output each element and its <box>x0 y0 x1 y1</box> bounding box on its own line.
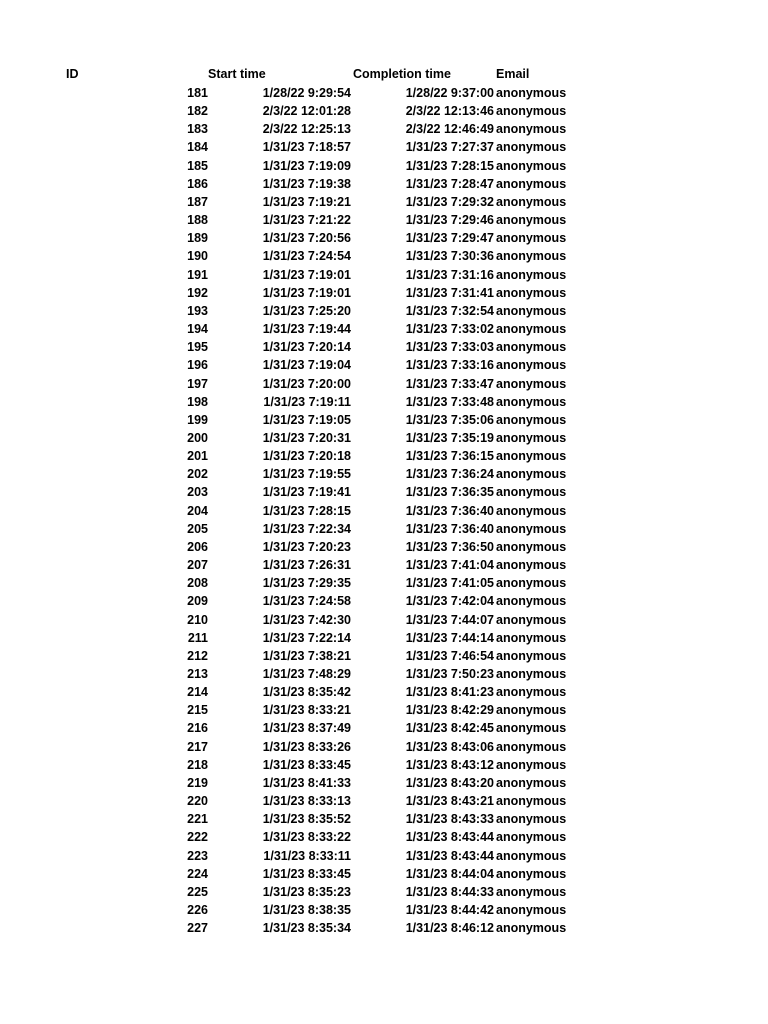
cell-id: 184 <box>187 140 208 155</box>
cell-completion-time: 1/31/23 7:33:03 <box>405 340 494 355</box>
cell-id: 186 <box>187 176 208 191</box>
cell-email: anonymous <box>496 521 567 536</box>
cell-id: 213 <box>187 667 208 681</box>
cell-email: anonymous <box>496 648 567 663</box>
cell-id: 215 <box>187 703 208 718</box>
cell-email: anonymous <box>496 412 567 427</box>
cell-completion-time: 1/31/23 7:44:14 <box>405 630 494 645</box>
table-row <box>0 356 768 374</box>
cell-start-time: 1/31/23 7:42:30 <box>262 612 351 627</box>
cell-id: 200 <box>187 430 208 445</box>
cell-start-time: 1/31/23 7:19:04 <box>262 358 351 373</box>
table-row <box>0 792 768 810</box>
cell-start-time: 1/31/23 7:20:56 <box>262 231 351 246</box>
cell-email: anonymous <box>496 685 567 700</box>
cell-id: 201 <box>187 449 208 464</box>
cell-id: 223 <box>187 848 208 863</box>
header-start-time: Start time <box>208 67 266 81</box>
cell-email: anonymous <box>496 231 567 246</box>
cell-completion-time: 1/31/23 7:41:05 <box>405 576 494 591</box>
cell-completion-time: 1/31/23 7:36:15 <box>405 449 494 464</box>
cell-email: anonymous <box>496 594 567 609</box>
cell-completion-time: 1/31/23 7:50:23 <box>405 667 494 681</box>
cell-email: anonymous <box>496 848 567 863</box>
cell-email: anonymous <box>496 667 567 681</box>
cell-completion-time: 1/31/23 8:41:23 <box>405 685 494 700</box>
table-row <box>0 393 768 411</box>
cell-completion-time: 1/31/23 7:32:54 <box>405 303 494 318</box>
cell-completion-time: 1/31/23 7:33:02 <box>405 322 494 337</box>
cell-id: 207 <box>187 558 208 573</box>
table-row <box>0 284 768 302</box>
cell-start-time: 1/31/23 7:38:21 <box>262 648 351 663</box>
cell-start-time: 1/31/23 7:19:01 <box>262 267 351 282</box>
cell-email: anonymous <box>496 140 567 155</box>
cell-email: anonymous <box>496 358 567 373</box>
table-row <box>0 538 768 556</box>
cell-id: 214 <box>187 685 208 700</box>
cell-completion-time: 1/31/23 7:27:37 <box>405 140 494 155</box>
cell-id: 187 <box>187 194 208 209</box>
cell-email: anonymous <box>496 921 567 936</box>
cell-id: 227 <box>187 921 208 936</box>
cell-email: anonymous <box>496 340 567 355</box>
cell-completion-time: 1/31/23 8:43:44 <box>405 848 494 863</box>
cell-id: 220 <box>187 794 208 809</box>
cell-email: anonymous <box>496 775 567 790</box>
cell-start-time: 1/31/23 8:33:45 <box>262 866 351 881</box>
cell-id: 183 <box>187 122 208 137</box>
cell-id: 197 <box>187 376 208 391</box>
cell-completion-time: 1/31/23 8:43:44 <box>405 830 494 845</box>
cell-email: anonymous <box>496 267 567 282</box>
cell-id: 190 <box>187 249 208 264</box>
cell-completion-time: 1/31/23 7:36:35 <box>405 485 494 500</box>
cell-start-time: 1/31/23 7:19:21 <box>262 194 351 209</box>
table-row <box>0 411 768 429</box>
cell-id: 192 <box>187 285 208 300</box>
cell-id: 211 <box>187 630 208 645</box>
cell-id: 189 <box>187 231 208 246</box>
table-row <box>0 266 768 284</box>
cell-start-time: 1/31/23 7:22:14 <box>262 630 351 645</box>
cell-id: 221 <box>187 812 208 827</box>
cell-email: anonymous <box>496 703 567 718</box>
table-row <box>0 320 768 338</box>
cell-email: anonymous <box>496 576 567 591</box>
table-row <box>0 447 768 465</box>
table-body <box>0 84 768 937</box>
cell-id: 219 <box>187 775 208 790</box>
table-row <box>0 120 768 138</box>
cell-start-time: 1/31/23 7:19:09 <box>262 158 351 173</box>
cell-email: anonymous <box>496 884 567 899</box>
cell-start-time: 1/31/23 8:35:23 <box>262 884 351 899</box>
cell-id: 182 <box>187 104 208 119</box>
cell-email: anonymous <box>496 122 567 137</box>
cell-start-time: 1/31/23 7:19:55 <box>262 467 351 482</box>
table-row <box>0 592 768 610</box>
cell-completion-time: 1/31/23 8:43:33 <box>405 812 494 827</box>
cell-email: anonymous <box>496 721 567 736</box>
cell-email: anonymous <box>496 376 567 391</box>
cell-completion-time: 1/31/23 7:42:04 <box>405 594 494 609</box>
cell-completion-time: 1/31/23 7:35:06 <box>405 412 494 427</box>
cell-email: anonymous <box>496 285 567 300</box>
table-row <box>0 375 768 393</box>
table-row <box>0 629 768 647</box>
cell-email: anonymous <box>496 467 567 482</box>
cell-email: anonymous <box>496 158 567 173</box>
cell-completion-time: 1/31/23 8:43:20 <box>405 775 494 790</box>
cell-id: 222 <box>187 830 208 845</box>
cell-start-time: 1/31/23 7:48:29 <box>262 667 351 681</box>
cell-start-time: 1/31/23 8:35:34 <box>262 921 351 936</box>
table-row <box>0 429 768 447</box>
cell-completion-time: 1/31/23 8:43:06 <box>405 739 494 754</box>
cell-start-time: 1/31/23 7:29:35 <box>262 576 351 591</box>
cell-id: 208 <box>187 576 208 591</box>
cell-id: 204 <box>187 503 208 518</box>
cell-email: anonymous <box>496 866 567 881</box>
table-row <box>0 574 768 592</box>
cell-start-time: 1/31/23 7:19:44 <box>262 322 351 337</box>
cell-completion-time: 1/31/23 7:44:07 <box>405 612 494 627</box>
table-row <box>0 828 768 846</box>
cell-completion-time: 1/31/23 7:33:16 <box>405 358 494 373</box>
cell-start-time: 1/31/23 8:33:13 <box>262 794 351 809</box>
cell-start-time: 1/31/23 7:24:54 <box>262 249 351 264</box>
cell-email: anonymous <box>496 104 567 119</box>
table-row <box>0 901 768 919</box>
cell-id: 185 <box>187 158 208 173</box>
cell-email: anonymous <box>496 249 567 264</box>
cell-completion-time: 1/31/23 8:44:04 <box>405 866 494 881</box>
cell-id: 203 <box>187 485 208 500</box>
cell-id: 225 <box>187 884 208 899</box>
table-row <box>0 810 768 828</box>
cell-id: 194 <box>187 322 208 337</box>
cell-email: anonymous <box>496 449 567 464</box>
cell-start-time: 1/31/23 7:19:41 <box>262 485 351 500</box>
cell-email: anonymous <box>496 394 567 409</box>
table-row <box>0 102 768 120</box>
cell-id: 209 <box>187 594 208 609</box>
cell-completion-time: 1/31/23 7:41:04 <box>405 558 494 573</box>
cell-completion-time: 1/31/23 8:42:45 <box>405 721 494 736</box>
cell-start-time: 1/31/23 7:19:11 <box>263 394 351 409</box>
table-row <box>0 665 768 683</box>
table-row <box>0 847 768 865</box>
cell-start-time: 1/31/23 7:20:31 <box>262 430 351 445</box>
cell-start-time: 1/31/23 7:22:34 <box>262 521 351 536</box>
cell-start-time: 1/31/23 7:25:20 <box>262 303 351 318</box>
table-row <box>0 502 768 520</box>
cell-completion-time: 1/31/23 7:36:50 <box>405 539 494 554</box>
cell-completion-time: 1/31/23 8:46:12 <box>405 921 494 936</box>
cell-email: anonymous <box>496 539 567 554</box>
cell-id: 188 <box>187 213 208 228</box>
cell-start-time: 1/31/23 7:19:01 <box>262 285 351 300</box>
cell-completion-time: 1/31/23 8:43:21 <box>405 794 494 809</box>
cell-start-time: 1/31/23 8:35:52 <box>262 812 351 827</box>
table-row <box>0 647 768 665</box>
cell-id: 212 <box>187 648 208 663</box>
table-row <box>0 756 768 774</box>
header-id: ID <box>66 67 79 81</box>
cell-completion-time: 1/31/23 7:31:16 <box>405 267 494 282</box>
cell-completion-time: 1/31/23 8:42:29 <box>405 703 494 718</box>
cell-start-time: 1/31/23 7:28:15 <box>262 503 351 518</box>
cell-id: 205 <box>187 521 208 536</box>
cell-start-time: 1/31/23 8:33:22 <box>262 830 351 845</box>
table-row <box>0 919 768 937</box>
cell-email: anonymous <box>496 485 567 500</box>
cell-completion-time: 1/31/23 7:28:15 <box>405 158 494 173</box>
cell-start-time: 2/3/22 12:25:13 <box>262 122 351 137</box>
cell-completion-time: 1/31/23 7:29:47 <box>405 231 494 246</box>
table-row <box>0 193 768 211</box>
cell-id: 181 <box>187 86 208 100</box>
cell-completion-time: 1/31/23 8:44:33 <box>405 884 494 899</box>
table-row <box>0 465 768 483</box>
cell-id: 195 <box>187 340 208 355</box>
cell-email: anonymous <box>496 86 567 100</box>
table-row <box>0 611 768 629</box>
cell-id: 202 <box>187 467 208 482</box>
table-row <box>0 865 768 883</box>
cell-completion-time: 1/31/23 7:35:19 <box>405 430 494 445</box>
cell-start-time: 1/31/23 7:19:38 <box>262 176 351 191</box>
cell-completion-time: 1/31/23 7:30:36 <box>405 249 494 264</box>
cell-id: 206 <box>187 539 208 554</box>
cell-start-time: 1/31/23 8:33:45 <box>262 757 351 772</box>
cell-start-time: 1/31/23 7:20:18 <box>262 449 351 464</box>
cell-start-time: 1/31/23 8:33:11 <box>263 848 351 863</box>
cell-completion-time: 1/31/23 7:36:40 <box>405 521 494 536</box>
cell-email: anonymous <box>496 303 567 318</box>
cell-completion-time: 1/31/23 7:33:47 <box>405 376 494 391</box>
cell-email: anonymous <box>496 558 567 573</box>
table-row <box>0 247 768 265</box>
cell-email: anonymous <box>496 812 567 827</box>
cell-start-time: 1/31/23 8:38:35 <box>262 903 351 918</box>
table-row <box>0 302 768 320</box>
cell-start-time: 1/31/23 8:33:21 <box>262 703 351 718</box>
cell-start-time: 1/31/23 7:21:22 <box>262 213 351 228</box>
table-row <box>0 229 768 247</box>
table-row <box>0 701 768 719</box>
cell-email: anonymous <box>496 794 567 809</box>
cell-completion-time: 1/31/23 7:36:40 <box>405 503 494 518</box>
cell-id: 226 <box>187 903 208 918</box>
cell-completion-time: 1/31/23 7:31:41 <box>405 285 494 300</box>
table-row <box>0 175 768 193</box>
cell-email: anonymous <box>496 830 567 845</box>
cell-email: anonymous <box>496 739 567 754</box>
cell-start-time: 1/31/23 7:18:57 <box>262 140 351 155</box>
cell-completion-time: 2/3/22 12:46:49 <box>405 122 494 137</box>
table-row <box>0 84 768 102</box>
cell-start-time: 1/31/23 7:20:23 <box>262 539 351 554</box>
cell-email: anonymous <box>496 903 567 918</box>
table-row <box>0 483 768 501</box>
cell-email: anonymous <box>496 430 567 445</box>
cell-completion-time: 1/31/23 8:43:12 <box>405 757 494 772</box>
cell-email: anonymous <box>496 612 567 627</box>
cell-email: anonymous <box>496 503 567 518</box>
cell-start-time: 1/31/23 8:35:42 <box>262 685 351 700</box>
table-row <box>0 719 768 737</box>
cell-id: 216 <box>187 721 208 736</box>
cell-id: 193 <box>187 303 208 318</box>
cell-completion-time: 1/31/23 7:29:32 <box>405 194 494 209</box>
table-row <box>0 883 768 901</box>
cell-email: anonymous <box>496 630 567 645</box>
table-row <box>0 520 768 538</box>
cell-start-time: 1/31/23 8:33:26 <box>262 739 351 754</box>
table-row <box>0 138 768 156</box>
cell-start-time: 1/31/23 7:26:31 <box>262 558 351 573</box>
cell-completion-time: 1/31/23 7:28:47 <box>405 176 494 191</box>
cell-completion-time: 1/31/23 7:46:54 <box>405 648 494 663</box>
table-row <box>0 211 768 229</box>
cell-email: anonymous <box>496 176 567 191</box>
table-row <box>0 683 768 701</box>
cell-id: 217 <box>187 739 208 754</box>
table-row <box>0 157 768 175</box>
cell-id: 224 <box>187 866 208 881</box>
header-email: Email <box>496 67 530 81</box>
cell-id: 196 <box>187 358 208 373</box>
cell-email: anonymous <box>496 322 567 337</box>
cell-completion-time: 1/31/23 7:29:46 <box>405 213 494 228</box>
table-row <box>0 338 768 356</box>
cell-start-time: 1/31/23 7:19:05 <box>262 412 351 427</box>
cell-start-time: 1/31/23 8:41:33 <box>262 775 351 790</box>
cell-id: 199 <box>187 412 208 427</box>
cell-start-time: 1/31/23 7:20:00 <box>262 376 351 391</box>
cell-start-time: 1/31/23 7:24:58 <box>262 594 351 609</box>
cell-email: anonymous <box>496 213 567 228</box>
table-row <box>0 774 768 792</box>
cell-id: 210 <box>187 612 208 627</box>
cell-email: anonymous <box>496 757 567 772</box>
table-row <box>0 738 768 756</box>
table-row <box>0 556 768 574</box>
cell-id: 198 <box>187 394 208 409</box>
cell-completion-time: 1/31/23 8:44:42 <box>405 903 494 918</box>
cell-completion-time: 2/3/22 12:13:46 <box>405 104 494 119</box>
cell-start-time: 1/31/23 7:20:14 <box>262 340 351 355</box>
cell-id: 191 <box>187 267 208 282</box>
cell-completion-time: 1/28/22 9:37:00 <box>405 86 494 100</box>
cell-email: anonymous <box>496 194 567 209</box>
cell-completion-time: 1/31/23 7:36:24 <box>405 467 494 482</box>
header-completion-time: Completion time <box>353 67 451 81</box>
cell-start-time: 1/28/22 9:29:54 <box>262 86 351 100</box>
cell-start-time: 2/3/22 12:01:28 <box>262 104 351 119</box>
cell-id: 218 <box>187 757 208 772</box>
cell-start-time: 1/31/23 8:37:49 <box>262 721 351 736</box>
cell-completion-time: 1/31/23 7:33:48 <box>405 394 494 409</box>
